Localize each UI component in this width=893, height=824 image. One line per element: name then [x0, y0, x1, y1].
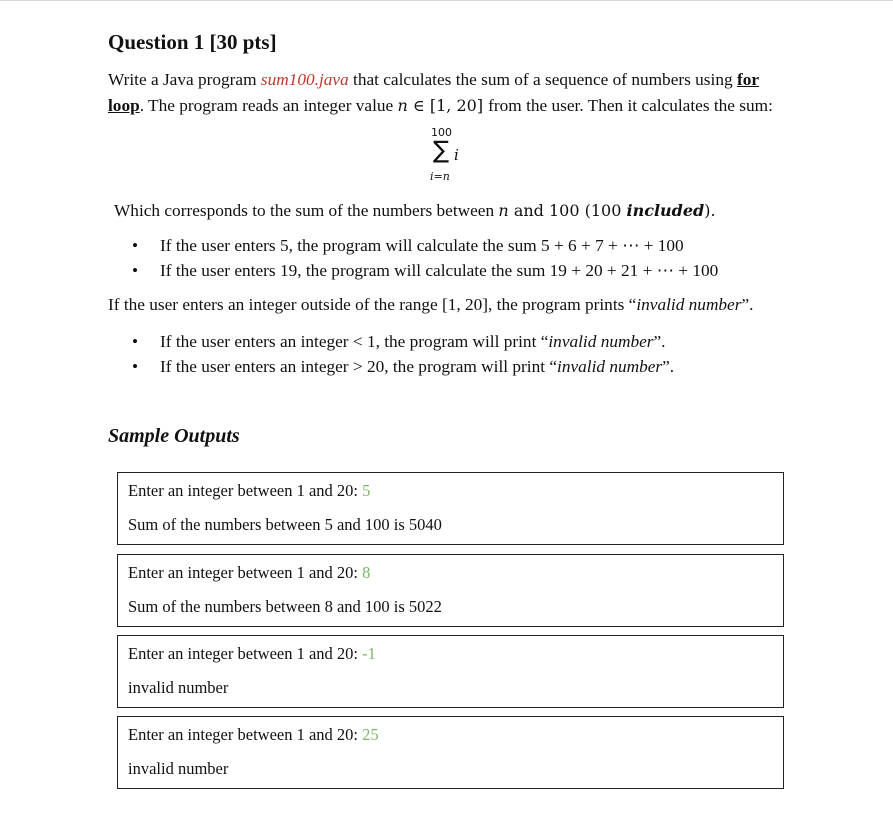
question-title: Question 1 [30 pts] — [108, 30, 277, 54]
sum-lower-bound: i=n — [430, 170, 450, 183]
page-top-border — [0, 0, 893, 7]
sigma-symbol: ∑ — [433, 136, 450, 164]
result-line: Sum of the numbers between 5 and 100 is 5040 — [128, 515, 442, 534]
list-item: • If the user enters 19, the program will calculate the sum 19 + 20 + 21 + ⋯ + 100 — [122, 258, 718, 283]
explain-n-var: n — [498, 201, 509, 220]
user-input: 5 — [362, 481, 371, 500]
bullet-pre: If the user enters an integer < 1, the program will print “ — [160, 332, 549, 351]
intro-text-2: that calculates the sum of a sequence of numbers using — [348, 70, 737, 89]
explain-paragraph — [114, 198, 716, 224]
explain-text-1: Which corresponds to the sum of the numbers between — [114, 201, 499, 220]
sum-term: i — [454, 146, 459, 164]
prompt-text: Enter an integer between 1 and 20: — [128, 481, 363, 500]
intro-text-1: Write a Java program — [108, 70, 261, 89]
for-keyword: for — [736, 70, 760, 89]
included-word: included — [626, 201, 705, 220]
result-line: Sum of the numbers between 8 and 100 is 5022 — [128, 597, 442, 616]
bullet-pre: If the user enters an integer > 20, the program will print “ — [160, 357, 558, 376]
prompt-line — [128, 644, 376, 664]
bullet-post: ”. — [653, 332, 666, 351]
prompt-line — [128, 563, 370, 583]
user-input: -1 — [362, 644, 376, 663]
prompt-line — [128, 481, 370, 501]
list-item: • If the user enters 5, the program will calculate the sum 5 + 6 + 7 + ⋯ + 100 — [122, 233, 718, 258]
explain-text-2: and 100 (100 — [508, 201, 627, 220]
invalid-msg: invalid number — [636, 295, 742, 314]
loop-keyword: loop — [108, 96, 140, 115]
sample-output-box — [117, 472, 784, 545]
summation-formula — [424, 126, 464, 192]
sample-output-box — [117, 716, 784, 789]
prompt-text: Enter an integer between 1 and 20: — [128, 644, 363, 663]
user-input: 25 — [362, 725, 379, 744]
sample-output-box — [117, 554, 784, 627]
intro-text-3: . The program reads an integer value — [139, 96, 398, 115]
bullet-list-examples — [122, 233, 718, 283]
sample-output-box — [117, 635, 784, 708]
sample-outputs-heading: Sample Outputs — [108, 425, 240, 447]
invalid-text-1: If the user enters an integer outside of the range [1, 20], the program prints “ — [108, 295, 637, 314]
result-line: invalid number — [128, 759, 229, 778]
invalid-paragraph — [108, 292, 753, 318]
list-item — [122, 329, 674, 354]
bullet-post: ”. — [662, 357, 675, 376]
invalid-text-2: ”. — [741, 295, 754, 314]
bullet-list-invalid — [122, 329, 674, 379]
bullet-msg: invalid number — [548, 332, 654, 351]
range-expression: ∈ [1, 20] — [407, 96, 489, 115]
filename: sum100.java — [260, 70, 349, 89]
intro-n-var: n — [397, 96, 408, 115]
prompt-text: Enter an integer between 1 and 20: — [128, 725, 363, 744]
intro-text-4: from the user. Then it calculates the sum: — [488, 96, 773, 115]
prompt-text: Enter an integer between 1 and 20: — [128, 563, 363, 582]
prompt-line — [128, 725, 379, 745]
user-input: 8 — [362, 563, 371, 582]
sum-upper-bound: 100 — [431, 126, 452, 139]
bullet-msg: invalid number — [557, 357, 663, 376]
explain-text-3: ). — [704, 201, 716, 220]
list-item — [122, 354, 674, 379]
result-line: invalid number — [128, 678, 229, 697]
intro-paragraph — [108, 67, 798, 119]
